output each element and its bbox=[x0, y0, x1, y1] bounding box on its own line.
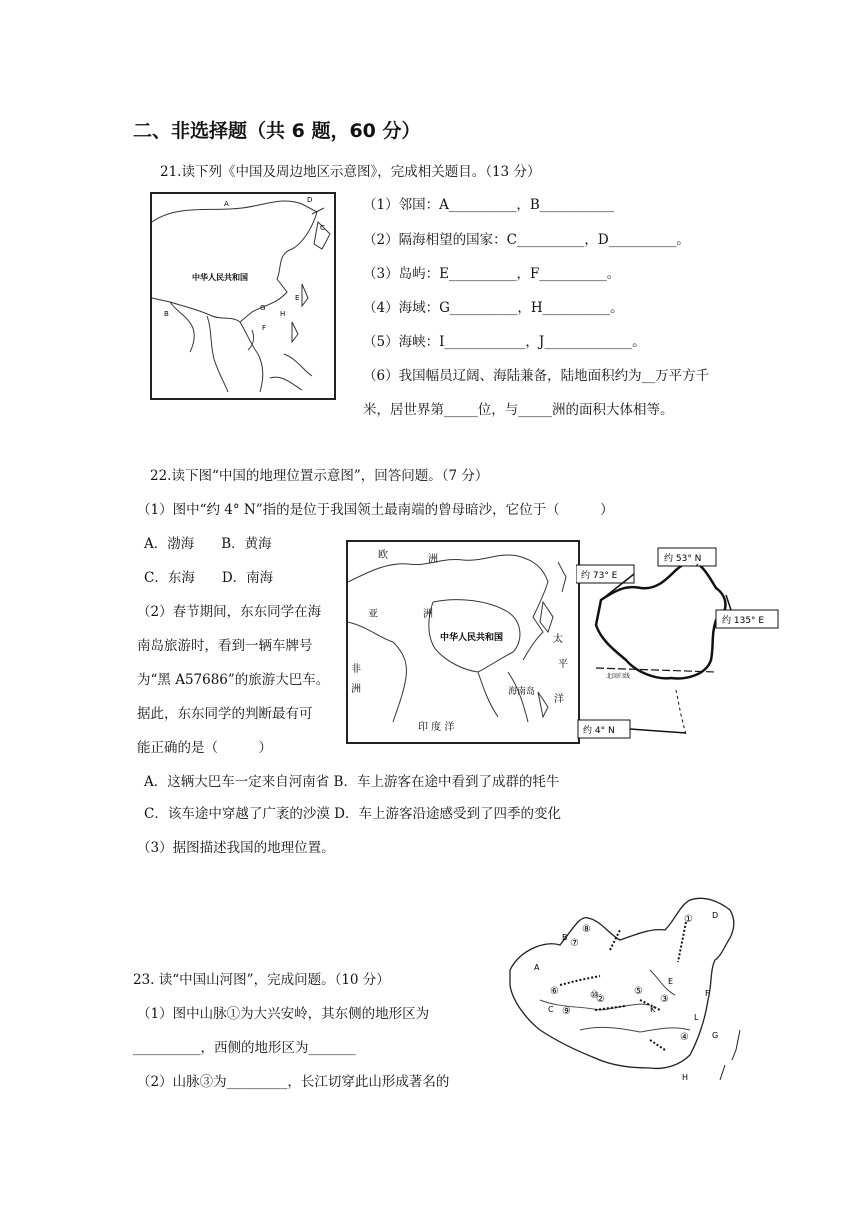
q22-p2-options-cd: C．该车途中穿越了广袤的沙漠 D．车上游客沿途感受到了四季的变化 bbox=[144, 806, 561, 822]
q22-p2-line-3: 为“黑 A57686”的旅游大巴车。 bbox=[137, 672, 330, 688]
map-china-label: 中华人民共和国 bbox=[192, 273, 248, 282]
q22-part-3: （3）据图描述我国的地理位置。 bbox=[137, 840, 335, 856]
label-yang: 洋 bbox=[554, 694, 564, 705]
q23-letter-L: L bbox=[694, 1013, 699, 1022]
q23-letter-H: H bbox=[682, 1073, 689, 1082]
q23-mountain-4: ④ bbox=[680, 1032, 689, 1043]
q23-letter-C: C bbox=[548, 1005, 554, 1014]
callout-53n: 约 53° N bbox=[664, 554, 702, 564]
q21-line-5: （5）海峡：I____________，J_____________。 bbox=[363, 334, 646, 350]
q22-p1-options-ab: A．渤海 B．黄海 bbox=[144, 536, 272, 552]
q23-mountain-6: ⑥ bbox=[550, 986, 559, 997]
q23-letter-E: E bbox=[668, 977, 674, 986]
q23-mountain-10: ⑩ bbox=[590, 990, 599, 1001]
q22-p1-options-cd: C．东海 D．南海 bbox=[144, 570, 274, 586]
section-title: 二、非选择题（共 6 题，60 分） bbox=[133, 120, 421, 142]
q23-letter-K: K bbox=[650, 1005, 656, 1014]
q23-letter-F: F bbox=[705, 989, 710, 998]
q22-p2-line-1: （2）春节期间，东东同学在海 bbox=[137, 604, 322, 620]
label-hainan: 海南岛 bbox=[508, 687, 536, 697]
q22-part-1: （1）图中“约 4° N”指的是位于我国领土最南端的曾母暗沙，它位于（ ） bbox=[137, 502, 614, 518]
q21-line-4: （4）海域：G__________，H__________。 bbox=[363, 300, 624, 316]
q21-line-2: （2）隔海相望的国家：C__________，D__________。 bbox=[363, 232, 690, 248]
q23-mountains-rivers-map bbox=[500, 890, 755, 1090]
callout-73e: 约 73° E bbox=[581, 571, 618, 581]
q23-mountain-7: ⑦ bbox=[570, 938, 579, 949]
q23-mountain-8: ⑧ bbox=[582, 924, 591, 935]
map-letter-C: C bbox=[320, 224, 325, 232]
label-zhou-3: 洲 bbox=[351, 684, 361, 695]
label-ou: 欧 bbox=[378, 550, 388, 561]
q22-china-outline-drawing bbox=[576, 540, 786, 740]
q23-letter-A: A bbox=[534, 963, 540, 972]
label-indian-ocean: 印 度 洋 bbox=[418, 722, 455, 733]
map-letter-B: B bbox=[164, 310, 169, 318]
q23-line-2: __________，西侧的地形区为_______ bbox=[133, 1040, 356, 1056]
map-letter-G: G bbox=[260, 304, 266, 312]
question-21-stem: 21.读下列《中国及周边地区示意图》，完成相关题目。（13 分） bbox=[160, 164, 541, 180]
q23-mountain-9: ⑨ bbox=[562, 1006, 571, 1017]
question-22-stem: 22.读下图“中国的地理位置示意图”，回答问题。（7 分） bbox=[150, 468, 489, 484]
q22-p2-line-5: 能正确的是（ ） bbox=[137, 740, 272, 756]
q23-line-3: （2）山脉③为_________，长江切穿此山形成著名的 bbox=[137, 1074, 450, 1090]
label-china: 中华人民共和国 bbox=[440, 633, 504, 643]
q23-mountain-3: ③ bbox=[660, 994, 669, 1005]
q22-china-outline-map bbox=[576, 540, 786, 740]
label-zhou-2: 洲 bbox=[423, 609, 433, 620]
label-zhou-1: 洲 bbox=[428, 554, 438, 565]
q23-mountain-5: ⑤ bbox=[634, 986, 643, 997]
callout-4n: 约 4° N bbox=[583, 726, 615, 736]
q21-map-drawing bbox=[152, 194, 334, 398]
q21-map bbox=[150, 192, 336, 400]
q22-p2-options-ab: A．这辆大巴车一定来自河南省 B．车上游客在途中看到了成群的牦牛 bbox=[144, 774, 560, 790]
q23-line-1: （1）图中山脉①为大兴安岭，其东侧的地形区为 bbox=[137, 1006, 430, 1022]
map-letter-E: E bbox=[295, 294, 300, 302]
q22-p2-line-4: 据此，东东同学的判断最有可 bbox=[137, 706, 313, 722]
q23-letter-G: G bbox=[712, 1031, 719, 1040]
q23-mountain-1: ① bbox=[684, 914, 693, 925]
q21-line-6: （6）我国幅员辽阔、海陆兼备，陆地面积约为__万平方千 bbox=[363, 368, 710, 384]
callout-135e: 约 135° E bbox=[722, 616, 765, 626]
label-tai: 太 bbox=[553, 634, 563, 645]
q22-asia-map bbox=[346, 540, 580, 744]
q21-line-7: 米，居世界第_____位，与_____洲的面积大体相等。 bbox=[363, 402, 674, 418]
map-letter-A: A bbox=[224, 200, 229, 208]
map-letter-F: F bbox=[262, 324, 267, 332]
label-ping: 平 bbox=[558, 659, 568, 670]
q21-line-3: （3）岛屿：E__________，F__________。 bbox=[363, 266, 621, 282]
question-23-stem: 23. 读“中国山河图”，完成问题。（10 分） bbox=[133, 972, 390, 988]
label-fei: 非 bbox=[351, 664, 361, 675]
q22-asia-map-drawing bbox=[348, 542, 578, 742]
map-letter-H: H bbox=[280, 310, 286, 318]
q23-letter-D: D bbox=[712, 911, 719, 920]
q21-line-1: （1）邻国：A__________，B___________ bbox=[363, 197, 615, 213]
label-ya: 亚 bbox=[368, 609, 378, 620]
q23-map-drawing bbox=[500, 890, 755, 1090]
q22-p2-line-2: 南岛旅游时，看到一辆车牌号 bbox=[137, 638, 313, 654]
q23-mountain-2: ② bbox=[596, 994, 605, 1005]
map-letter-D: D bbox=[307, 196, 313, 204]
q23-letter-B: B bbox=[562, 933, 568, 942]
tropic-of-cancer-label: 北回归线 bbox=[606, 673, 631, 680]
